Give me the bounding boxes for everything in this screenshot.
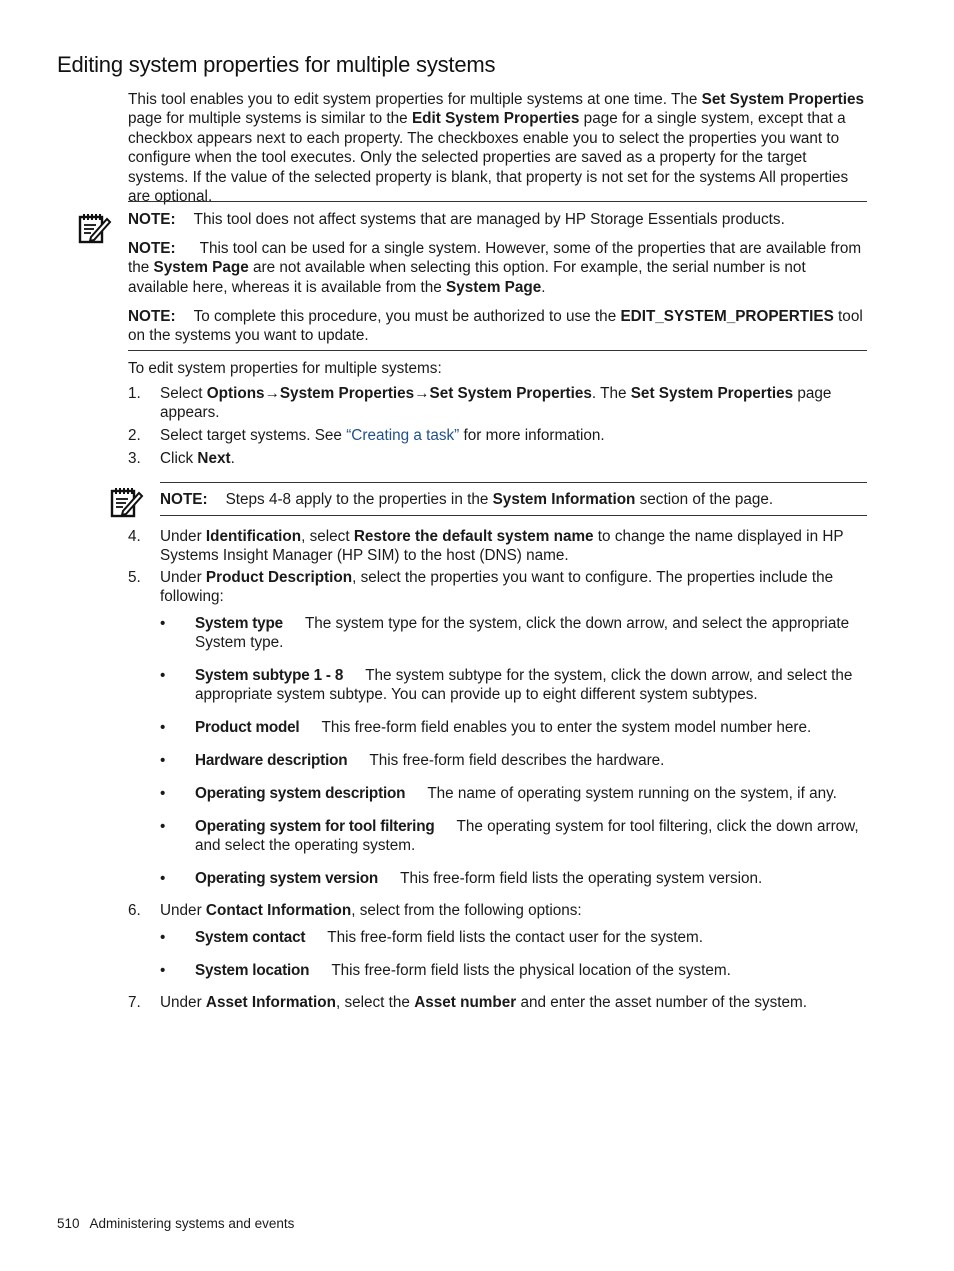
bullet-text [195,961,870,980]
bullet-text [195,614,870,653]
step-span: , select the [335,994,415,1011]
note-bold: System Page [446,278,542,296]
property-term: Operating system description [195,785,406,802]
step-number: 3. [128,450,141,467]
step-bold: Set System Properties [630,385,794,402]
step-span: Select target systems. See [160,427,347,444]
property-term: Hardware description [195,752,348,769]
step-text [160,449,873,468]
step-span: , select from the following options: [351,902,582,919]
intro-bold: Edit System Properties [411,110,580,128]
property-desc: The system type for the system, click the down arrow, and select the appropriate System type. [195,615,850,652]
page-number: 510 [57,1216,80,1231]
note-1 [128,210,873,229]
step-text [160,568,873,607]
bullet-text [195,718,870,737]
bullet-icon: • [160,719,166,736]
step-1 [128,384,873,424]
note-text: To complete this procedure, you must be authorized to use the [193,308,621,325]
intro-bold: Set System Properties [701,91,865,108]
property-term: System type [195,615,283,632]
property-term: System contact [195,929,306,946]
step-3 [128,449,873,469]
note-label: NOTE: [128,211,176,228]
note-icon [76,210,112,246]
step-span: Select [160,385,207,402]
note-bold: System Information [492,491,636,508]
list-item [160,817,870,857]
bullet-text [195,784,870,803]
menu-set-system-properties: Set System Properties [429,385,592,402]
step-span: Under [160,569,206,586]
note-3 [128,307,870,346]
note-bottom-rule [128,350,867,351]
step-bold: Next [197,450,231,467]
step-span: , select [301,528,354,545]
note-bold: EDIT_SYSTEM_PROPERTIES [620,308,834,325]
step-4 [128,527,873,567]
bullet-text [195,869,870,888]
page-footer [57,1216,294,1231]
property-desc: This free-form field describes the hardware. [369,752,665,769]
note-text: section of the page. [635,491,774,508]
page-title: Editing system properties for multiple systems [57,52,496,77]
property-term: Product model [195,719,300,736]
step-span: Under [160,994,206,1011]
note-text: This tool can be used for a single system. However, some of the properties that are available from the [128,240,862,277]
note-label: NOTE: [160,491,208,508]
bullet-text [195,666,870,705]
property-desc: The system subtype for the system, click the down arrow, and select the appropriate system subtype. You can provide up to eight different system subtypes. [195,667,853,704]
note-2 [128,239,870,297]
bullet-icon: • [160,962,166,979]
step-bold: Asset Information [205,994,336,1011]
step-number: 5. [128,569,141,586]
arrow-icon: → [264,385,280,402]
step-number: 7. [128,994,141,1011]
note-bottom-rule [160,515,867,516]
property-term: System location [195,962,310,979]
footer-section-title: Administering systems and events [89,1216,295,1231]
procedure-lead: To edit system properties for multiple systems: [128,360,442,377]
bullet-icon: • [160,615,166,632]
property-term: System subtype 1 - 8 [195,667,344,684]
step-span: page appears. [160,385,832,422]
step-number: 4. [128,528,141,545]
list-item [160,718,870,738]
step-2 [128,426,873,446]
step-span: , select the properties you want to configure. The properties include the following: [160,569,834,606]
intro-text: page for a single system, except that a checkbox appears next to each property. The checkboxes enable you to select the properties you want to configure when the tool executes. Only the selected properties are saved as a property for the target systems. If the value of the selected property is blank, that property is not set for the systems All properties are optional. [128,110,849,206]
creating-a-task-link[interactable]: “Creating a task” [346,427,460,444]
property-term: Operating system version [195,870,379,887]
list-item [160,869,870,889]
property-term: Operating system for tool filtering [195,818,435,835]
steps-note [160,490,870,509]
step-span: Click [160,450,198,467]
list-item [160,751,870,771]
bullet-text [195,928,870,947]
note-label: NOTE: [128,308,176,325]
note-label: NOTE: [128,240,176,257]
bullet-icon: • [160,785,166,802]
arrow-icon: → [414,385,430,402]
step-span: . [230,450,235,467]
step-7 [128,993,873,1013]
step-number: 2. [128,427,141,444]
step-text [160,384,873,423]
step-span: . The [591,385,631,402]
list-item [160,928,870,948]
bullet-text [195,751,870,770]
bullet-icon: • [160,818,166,835]
step-bold: Product Description [205,569,353,586]
step-span: to change the name displayed in HP Systems Insight Manager (HP SIM) to the host (DNS) name. [160,528,844,565]
property-desc: The name of operating system running on the system, if any. [427,785,837,802]
note-top-rule [160,482,867,483]
bullet-icon: • [160,929,166,946]
bullet-icon: • [160,752,166,769]
bullet-text [195,817,870,856]
note-text: tool on the systems you want to update. [128,308,863,345]
step-bold: Asset number [414,994,517,1011]
step-bold: Identification [205,528,302,545]
note-top-rule [128,201,867,202]
list-item [160,614,870,654]
note-text: This tool does not affect systems that are managed by HP Storage Essentials products. [193,211,785,228]
list-item [160,784,870,804]
step-text [160,527,873,566]
note-text: Steps 4-8 apply to the properties in the [225,491,493,508]
step-number: 1. [128,385,141,402]
step-bold: Contact Information [205,902,352,919]
note-icon [108,484,144,520]
menu-options: Options [206,385,265,402]
note-text: are not available when selecting this option. For example, the serial number is not available here, whereas it is available from the [128,259,806,296]
property-desc: This free-form field lists the operating system version. [400,870,763,887]
property-desc: This free-form field lists the physical location of the system. [331,962,731,979]
step-text [160,426,873,445]
menu-system-properties: System Properties [279,385,415,402]
property-desc: This free-form field enables you to enter the system model number here. [321,719,812,736]
note-bold: System Page [153,259,249,277]
list-item [160,961,870,981]
property-desc: This free-form field lists the contact user for the system. [327,929,704,946]
step-5 [128,568,873,608]
list-item [160,666,870,706]
step-text [160,901,873,920]
bullet-icon: • [160,870,166,887]
intro-text: page for multiple systems is similar to the [128,110,412,128]
step-text [160,993,873,1012]
intro-text: This tool enables you to edit system properties for multiple systems at one time. The [128,91,702,108]
bullet-icon: • [160,667,166,684]
step-span: and enter the asset number of the system. [516,994,808,1011]
step-number: 6. [128,902,141,919]
step-span: Under [160,528,206,545]
property-desc: The operating system for tool filtering, click the down arrow, and select the operating system. [195,818,859,855]
step-bold: Restore the default system name [353,528,594,545]
step-span: for more information. [459,427,605,444]
step-span: Under [160,902,206,919]
note-text: . [541,278,546,296]
step-6 [128,901,873,921]
intro-paragraph [128,90,870,206]
